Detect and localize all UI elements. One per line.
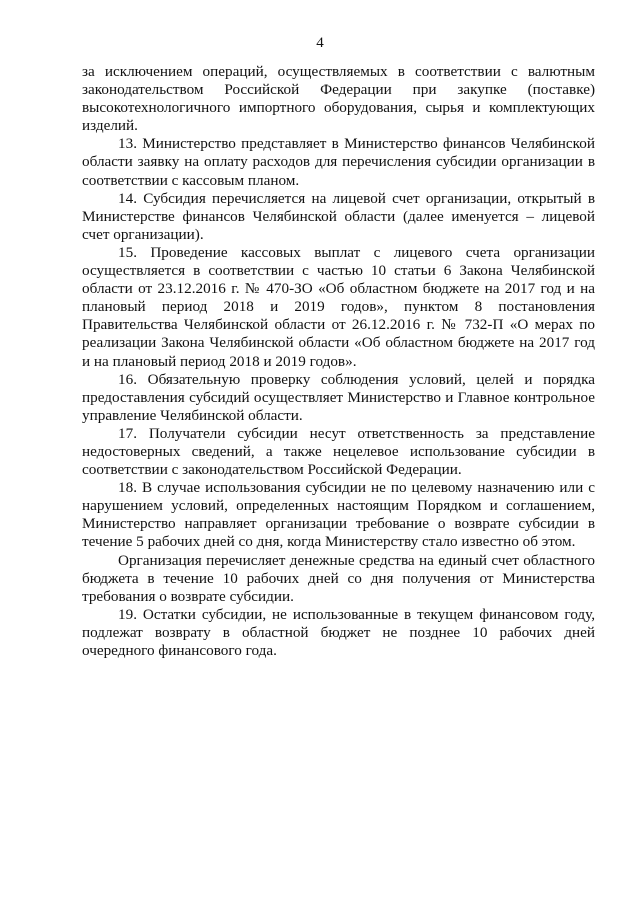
paragraph-17: 17. Получатели субсидии несут ответственность за представление недостоверных сведений, а также нецелевое использование субсидии в соответствии с законодательством Российской Федерации.	[82, 424, 595, 479]
paragraph-18-organization: Организация перечисляет денежные средства на единый счет областного бюджета в течение 10 рабочих дней со дня получения от Министерства требования о возврате субсидии.	[82, 551, 595, 605]
paragraph-continuation: за исключением операций, осуществляемых в соответствии с валютным законодательством Российской Федерации при закупке (поставке) высокотехнологичного импортного оборудования, сырья и комплектующих изделий.	[82, 63, 595, 135]
document-body	[82, 63, 595, 660]
paragraph-18: 18. В случае использования субсидии не по целевому назначению или с нарушением условий, определенных настоящим Порядком и соглашением, Министерство направляет организации требование о возврате субсидии в течение 5 рабочих дней со дня, когда Министерству стало известно об этом.	[82, 479, 595, 551]
paragraph-14: 14. Субсидия перечисляется на лицевой счет организации, открытый в Министерстве финансов Челябинской области (далее именуется – лицевой счет организации).	[82, 189, 595, 243]
paragraph-19: 19. Остатки субсидии, не использованные в текущем финансовом году, подлежат возврату в областной бюджет не позднее 10 рабочих дней очередного финансового года.	[82, 605, 595, 659]
paragraph-15: 15. Проведение кассовых выплат с лицевого счета организации осуществляется в соответствии с частью 10 статьи 6 Закона Челябинской области от 23.12.2016 г. № 470-ЗО «Об областном бюджете на 2017 год и на плановый период 2018 и 2019 годов», пунктом 8 постановления Правительства Челябинской области от 26.12.2016 г. № 732-П «О мерах по реализации Закона Челябинской области «Об областном бюджете на 2017 год и на плановый период 2018 и 2019 годов».	[82, 243, 595, 370]
paragraph-16: 16. Обязательную проверку соблюдения условий, целей и порядка предоставления субсидий осуществляет Министерство и Главное контрольное управление Челябинской области.	[82, 370, 595, 424]
paragraph-13: 13. Министерство представляет в Министерство финансов Челябинской области заявку на оплату расходов для перечисления субсидии организации в соответствии с кассовым планом.	[82, 135, 595, 189]
page-number: 4	[316, 35, 324, 51]
